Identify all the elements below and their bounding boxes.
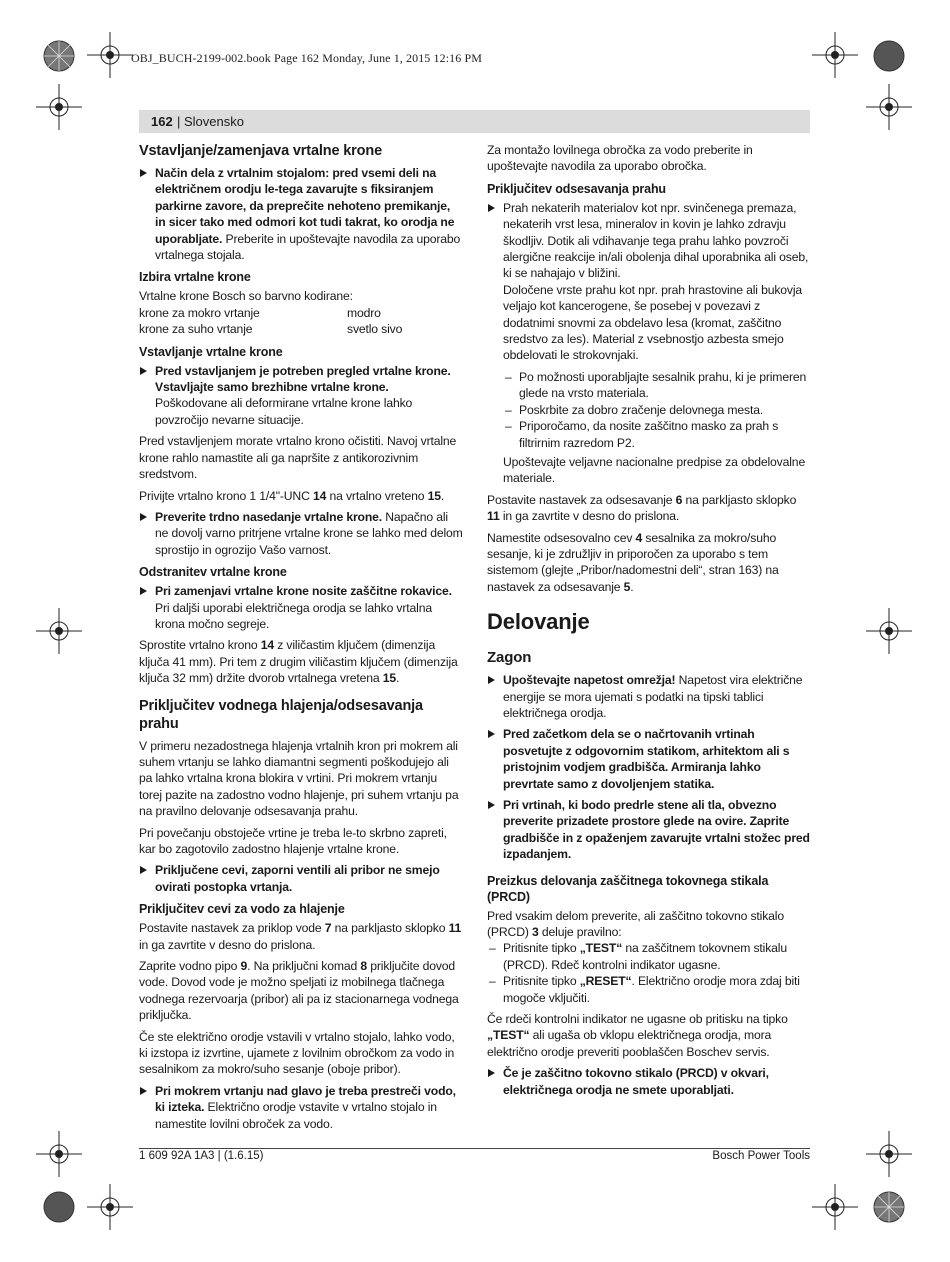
heading-choose-crown: Izbira vrtalne krone	[139, 270, 251, 285]
heading-water-hose: Priključitev cevi za vodo za hlajenje	[139, 902, 345, 917]
list-item: – Pritisnite tipko „TEST“ na zaščitnem tokovnem stikalu (PRCD). Rdeč kontrolni indikator ugasne.	[489, 941, 787, 972]
paragraph-color-coding: Vrtalne krone Bosch so barvno kodirane:	[139, 289, 353, 304]
heading-operation: Delovanje	[487, 609, 590, 635]
list-item: – Priporočamo, da nosite zaščitno masko za prah s filtrirnim razredom P2.	[505, 419, 779, 450]
paragraph-vacuum-hose: Namestite odsesovalno cev 4 sesalnika za mokro/suho sesanje, ki je združljiv in priporočen za uporabo s tem sistemom (glejte „Pribor/nadomestni deli“, stran 163) na nastavek za odsesavanje 5.	[487, 530, 779, 594]
language-label: | Slovensko	[177, 114, 244, 129]
footer-brand: Bosch Power Tools	[712, 1150, 810, 1162]
bullet-gloves: Pri zamenjavi vrtalne krone nosite zaščitne rokavice. Pri daljši uporabi električnega orodja se lahko vrtalna krona močno segreje.	[139, 583, 463, 632]
registration-mark-left-lower	[36, 1131, 82, 1177]
bullet-overhead: Pri mokrem vrtanju nad glavo je treba prestreči vodo, ki izteka. Električno orodje vstavite v vrtalno stojalo in namestite lovilni obroček za vodo.	[139, 1083, 463, 1132]
paragraph-national-regulations: Upoštevajte veljavne nacionalne predpise za obdelovalne materiale.	[503, 454, 806, 486]
star-target-bottom-left	[43, 1191, 75, 1223]
heading-prcd-test: Preizkus delovanja zaščitnega tokovnega stikala (PRCD)	[487, 873, 769, 904]
registration-mark-top-right	[812, 32, 858, 78]
heading-dust-extraction: Priključitev odsesavanja prahu	[487, 181, 666, 196]
star-target-bottom-right	[873, 1191, 905, 1223]
heading-water-cooling: Priključitev vodnega hlajenja/odsesavanja prahu	[139, 697, 423, 732]
right-column	[487, 142, 811, 1103]
print-header-line: OBJ_BUCH-2199-002.book Page 162 Monday, June 1, 2015 12:16 PM	[131, 51, 482, 65]
registration-mark-bottom-right	[812, 1184, 858, 1230]
page-number: 162	[151, 114, 173, 129]
paragraph-screw-crown: Privijte vrtalno krono 1 1/4"-UNC 14 na vrtalno vreteno 15.	[139, 488, 445, 503]
color-table-row: krone za suho vrtanje svetlo sivo	[139, 322, 403, 337]
star-target-top-right	[873, 40, 905, 72]
paragraph-red-indicator: Če rdeči kontrolni indikator ne ugasne ob pritisku na tipko „TEST“ ali ugaša ob vklopu električnega orodja, mora električno orodje preveriti pooblaščen Boschev servis.	[487, 1012, 788, 1059]
paragraph-carcinogenic-dust: Določene vrste prahu kot npr. prah hrastovine ali bukovja veljajo kot kancerogene, še posebej v povezavi z dodatnimi snovmi za obdelavo lesa (kromat, zaščitno sredstvo za les). Material z vsebnostjo azbesta smejo obdelovati le strokovnjaki.	[503, 282, 803, 363]
paragraph-clean-crown: Pred vstavljenjem morate vrtalno krono očistiti. Navoj vrtalne krone rahlo namastite ali ga napršite z antikorozivnim sredstvom.	[139, 434, 457, 482]
paragraph-extraction-adapter: Postavite nastavek za odsesavanje 6 na parkljasto sklopko 11 in ga zavrtite v desno do prislona.	[487, 492, 797, 524]
heading-start-up: Zagon	[487, 649, 532, 667]
dust-measures-list	[487, 369, 811, 451]
registration-mark-bottom-left	[87, 1184, 133, 1230]
heading-remove-crown: Odstranitev vrtalne krone	[139, 565, 287, 580]
bullet-check-crown: Pred vstavljanjem je potreben pregled vrtalne krone. Vstavljajte samo brezhibne vrtalne krone. Poškodovane ali deformirane vrtalne krone lahko povzročijo nevarne situacije.	[139, 363, 463, 429]
list-item: – Poskrbite za dobro zračenje delovnega mesta.	[505, 402, 764, 417]
registration-mark-right-middle	[866, 608, 912, 654]
paragraph-water-tap: Zaprite vodno pipo 9. Na priključni komad 8 priključite dovod vode. Dovod vode je možno speljati iz mobilnega tlačnega vodnega rezervoarja (pribor) ali pa iz stacionarnega vodnega priključka.	[139, 959, 459, 1023]
page-footer	[139, 1148, 810, 1162]
paragraph-prcd-check: Pred vsakim delom preverite, ali zaščitno tokovno stikalo (PRCD) 3 deluje pravilno:	[487, 908, 784, 940]
heading-insert-crown: Vstavljanje/zamenjava vrtalne krone	[139, 143, 382, 159]
registration-mark-left-middle	[36, 608, 82, 654]
registration-mark-right-upper	[866, 84, 912, 130]
bullet-hoses: Priključene cevi, zaporni ventili ali pribor ne smejo ovirati postopka vrtanja.	[139, 862, 463, 895]
bullet-voltage: Upoštevajte napetost omrežja! Napetost vira električne energije se mora ujemati s podatki na tipski tablici električnega orodja.	[487, 672, 811, 721]
bullet-tight-fit: Preverite trdno nasedanje vrtalne krone. Napačno ali ne dovolj varno pritrjene vrtalne krone se lahko med delom sprostijo in ogrozijo Vašo varnost.	[139, 509, 463, 558]
page-header-bar	[139, 110, 810, 133]
paragraph-ring-mounting: Za montažo lovilnega obročka za vodo preberite in upoštevajte navodila za uporabo obročka.	[487, 143, 753, 174]
bullet-dust-hazard: Prah nekaterih materialov kot npr. svinčenega premaza, nekaterih vrst lesa, mineralov in kovin je lahko zdravju škodljiv. Dotik ali vdihavanje tega prahu lahko povzroči alergične reakcije in/ali obolenja dihal uporabnika ali oseb, ki se nahajajo v bližini.	[487, 200, 811, 282]
bullet-prcd-faulty: Če je zaščitno tokovno stikalo (PRCD) v okvari, električnega orodja ne smete uporabljati.	[487, 1065, 811, 1098]
paragraph-water-ring: Če ste električno orodje vstavili v vrtalno stojalo, lahko vodo, ki izstopa iz izvrtine, ujamete z lovilnim obročkom za vodo in sesalnikom za mokro/suho sesanje (oboje pribor).	[139, 1029, 455, 1077]
paragraph-water-cooling-2: Pri povečanju obstoječe vrtine je treba le-to skrbno zapreti, kar bo zagotovilo zadostno hlajenje vrtalne krone.	[139, 825, 447, 856]
paragraph-release-crown: Sprostite vrtalno krono 14 z viličastim ključem (dimenzija ključa 41 mm). Pri tem z drugim viličastim ključem (dimenzija ključa 32 mm) držite dvorob vrtalnega vretena 15.	[139, 638, 458, 686]
star-target-top-left	[43, 40, 75, 72]
bullet-statics: Pred začetkom dela se o načrtovanih vrtinah posvetujte z odgovornim statikom, arhitektom ali s pristojnim vodjem gradbišča. Armiranja lahko prevrtate samo z dovoljenjem statika.	[487, 726, 811, 792]
list-item: – Po možnosti uporabljajte sesalnik prahu, ki je primeren glede na vrsto materiala.	[505, 369, 807, 401]
heading-inserting: Vstavljanje vrtalne krone	[139, 344, 283, 359]
registration-mark-top-left	[87, 32, 133, 78]
paragraph-water-cooling-1: V primeru nezadostnega hlajenja vrtalnih kron pri mokrem ali suhem vrtanju se lahko diamantni segmenti poškodujejo ali pa lahko vrtalna krona blokira v vrtini. Pri mokrem vrtanju torej pazite na zadostno vodno hlajenje, pri suhem vrtanju pa na pravilno delovanje odsesavanja prahu.	[139, 738, 459, 819]
left-column	[139, 142, 463, 1137]
color-table-row: krone za mokro vrtanje modro	[139, 305, 381, 320]
footer-document-code: 1 609 92A 1A3 | (1.6.15)	[139, 1150, 264, 1162]
list-item: – Pritisnite tipko „RESET“. Električno orodje mora zdaj biti mogoče vključiti.	[489, 974, 800, 1005]
registration-mark-left-upper	[36, 84, 82, 130]
paragraph-water-adapter: Postavite nastavek za priklop vode 7 na parkljasto sklopko 11 in ga zavrtite v desno do prislona.	[139, 921, 462, 952]
bullet-drill-stand: Način dela z vrtalnim stojalom: pred vsemi deli na električnem orodju le-tega zavarujte s fiksiranjem parkirne zavore, da preprečite nehoteno premikanje, in sicer tako med odmori kot tudi takrat, ko orodja ne uporabljate. Preberite in upoštevajte navodila za uporabo vrtalnega stojala.	[139, 165, 463, 263]
bullet-walls: Pri vrtinah, ki bodo predrle stene ali tla, obvezno preverite prizadete prostore glede na ovire. Zaprite gradbišče in z opaženjem zavarujte vrtalni stožec pred izpadanjem.	[487, 797, 811, 863]
registration-mark-right-lower	[866, 1131, 912, 1177]
